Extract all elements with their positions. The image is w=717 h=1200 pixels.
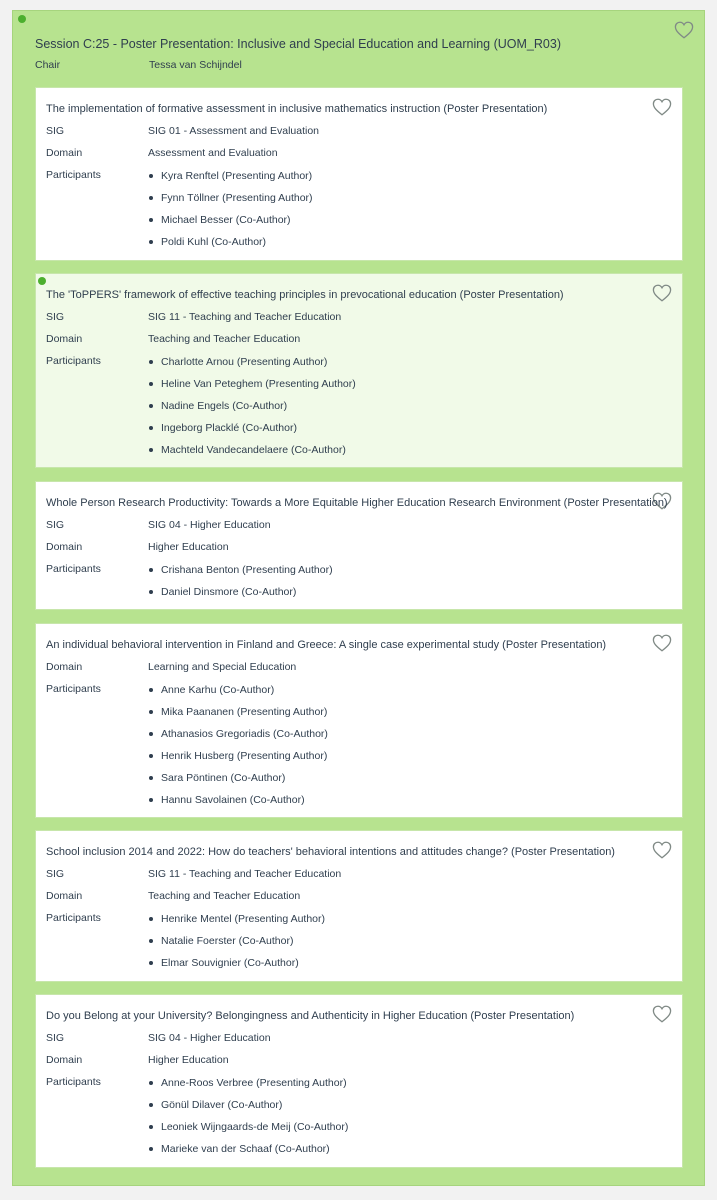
session-block	[12, 10, 705, 1186]
favorite-heart-icon[interactable]	[652, 634, 672, 652]
domain-label: Domain	[46, 890, 83, 902]
participant-item: Poldi Kuhl (Co-Author)	[148, 235, 313, 257]
favorite-heart-icon[interactable]	[652, 98, 672, 116]
domain-value: Higher Education	[148, 541, 229, 553]
participants-label: Participants	[46, 1076, 101, 1088]
paper-title[interactable]: The 'ToPPERS' framework of effective teaching principles in prevocational education (Poster Presentation)	[46, 289, 564, 301]
session-title: Session C:25 - Poster Presentation: Inclusive and Special Education and Learning (UOM_R03)	[35, 37, 561, 51]
participants-label: Participants	[46, 563, 101, 575]
domain-value: Higher Education	[148, 1054, 229, 1066]
paper-card	[35, 830, 683, 982]
chair-label: Chair	[35, 59, 61, 71]
participant-item: Marieke van der Schaaf (Co-Author)	[148, 1142, 348, 1164]
participant-item: Anne-Roos Verbree (Presenting Author)	[148, 1076, 348, 1098]
domain-value: Assessment and Evaluation	[148, 147, 278, 159]
sig-label: SIG	[46, 519, 65, 531]
domain-value: Teaching and Teacher Education	[148, 890, 301, 902]
status-dot-icon	[38, 277, 46, 285]
participant-item: Mika Paananen (Presenting Author)	[148, 705, 328, 727]
participant-item: Hannu Savolainen (Co-Author)	[148, 793, 328, 815]
paper-title[interactable]: An individual behavioral intervention in Finland and Greece: A single case experimental study (Poster Presentation)	[46, 639, 607, 651]
participants-list	[148, 1076, 348, 1164]
participant-item: Henrik Husberg (Presenting Author)	[148, 749, 328, 771]
participant-item: Nadine Engels (Co-Author)	[148, 399, 356, 421]
sig-value: SIG 11 - Teaching and Teacher Education	[148, 311, 342, 323]
participants-label: Participants	[46, 912, 101, 924]
paper-card	[35, 623, 683, 818]
participant-item: Fynn Töllner (Presenting Author)	[148, 191, 313, 213]
participants-list	[148, 912, 325, 978]
participant-item: Athanasios Gregoriadis (Co-Author)	[148, 727, 328, 749]
participant-item: Crishana Benton (Presenting Author)	[148, 563, 333, 585]
participant-item: Elmar Souvignier (Co-Author)	[148, 956, 325, 978]
participant-item: Leoniek Wijngaards-de Meij (Co-Author)	[148, 1120, 348, 1142]
paper-card	[35, 481, 683, 610]
participant-item: Charlotte Arnou (Presenting Author)	[148, 355, 356, 377]
domain-value: Teaching and Teacher Education	[148, 333, 301, 345]
participant-item: Michael Besser (Co-Author)	[148, 213, 313, 235]
domain-label: Domain	[46, 541, 83, 553]
chair-value: Tessa van Schijndel	[149, 59, 242, 71]
participant-item: Ingeborg Placklé (Co-Author)	[148, 421, 356, 443]
participant-item: Kyra Renftel (Presenting Author)	[148, 169, 313, 191]
participant-item: Sara Pöntinen (Co-Author)	[148, 771, 328, 793]
domain-label: Domain	[46, 333, 83, 345]
participant-item: Machteld Vandecandelaere (Co-Author)	[148, 443, 356, 465]
paper-title[interactable]: Whole Person Research Productivity: Towards a More Equitable Higher Education Research Environment (Poster Presentation)	[46, 497, 668, 509]
participants-label: Participants	[46, 169, 101, 181]
participant-item: Henrike Mentel (Presenting Author)	[148, 912, 325, 934]
domain-value: Learning and Special Education	[148, 661, 297, 673]
paper-card	[35, 994, 683, 1168]
participants-list	[148, 355, 356, 465]
participants-label: Participants	[46, 683, 101, 695]
chair-row	[35, 59, 242, 71]
participants-list	[148, 683, 328, 815]
sig-label: SIG	[46, 1032, 65, 1044]
domain-label: Domain	[46, 661, 83, 673]
sig-value: SIG 04 - Higher Education	[148, 519, 271, 531]
status-dot-icon	[18, 15, 26, 23]
participant-item: Gönül Dilaver (Co-Author)	[148, 1098, 348, 1120]
sig-label: SIG	[46, 125, 65, 137]
session-favorite-heart-icon[interactable]	[674, 21, 694, 39]
participants-label: Participants	[46, 355, 101, 367]
participants-list	[148, 169, 313, 257]
participants-list	[148, 563, 333, 607]
sig-value: SIG 04 - Higher Education	[148, 1032, 271, 1044]
participant-item: Anne Karhu (Co-Author)	[148, 683, 328, 705]
paper-title[interactable]: School inclusion 2014 and 2022: How do teachers' behavioral intentions and attitudes change? (Poster Presentation)	[46, 846, 615, 858]
paper-title[interactable]: Do you Belong at your University? Belongingness and Authenticity in Higher Education (Poster Presentation)	[46, 1010, 575, 1022]
domain-label: Domain	[46, 147, 83, 159]
sig-label: SIG	[46, 868, 65, 880]
sig-label: SIG	[46, 311, 65, 323]
participant-item: Natalie Foerster (Co-Author)	[148, 934, 325, 956]
favorite-heart-icon[interactable]	[652, 284, 672, 302]
sig-value: SIG 01 - Assessment and Evaluation	[148, 125, 320, 137]
favorite-heart-icon[interactable]	[652, 841, 672, 859]
participant-item: Heline Van Peteghem (Presenting Author)	[148, 377, 356, 399]
paper-title[interactable]: The implementation of formative assessment in inclusive mathematics instruction (Poster Presentation)	[46, 103, 548, 115]
paper-card	[35, 273, 683, 468]
sig-value: SIG 11 - Teaching and Teacher Education	[148, 868, 342, 880]
participant-item: Daniel Dinsmore (Co-Author)	[148, 585, 333, 607]
domain-label: Domain	[46, 1054, 83, 1066]
paper-card	[35, 87, 683, 261]
favorite-heart-icon[interactable]	[652, 1005, 672, 1023]
